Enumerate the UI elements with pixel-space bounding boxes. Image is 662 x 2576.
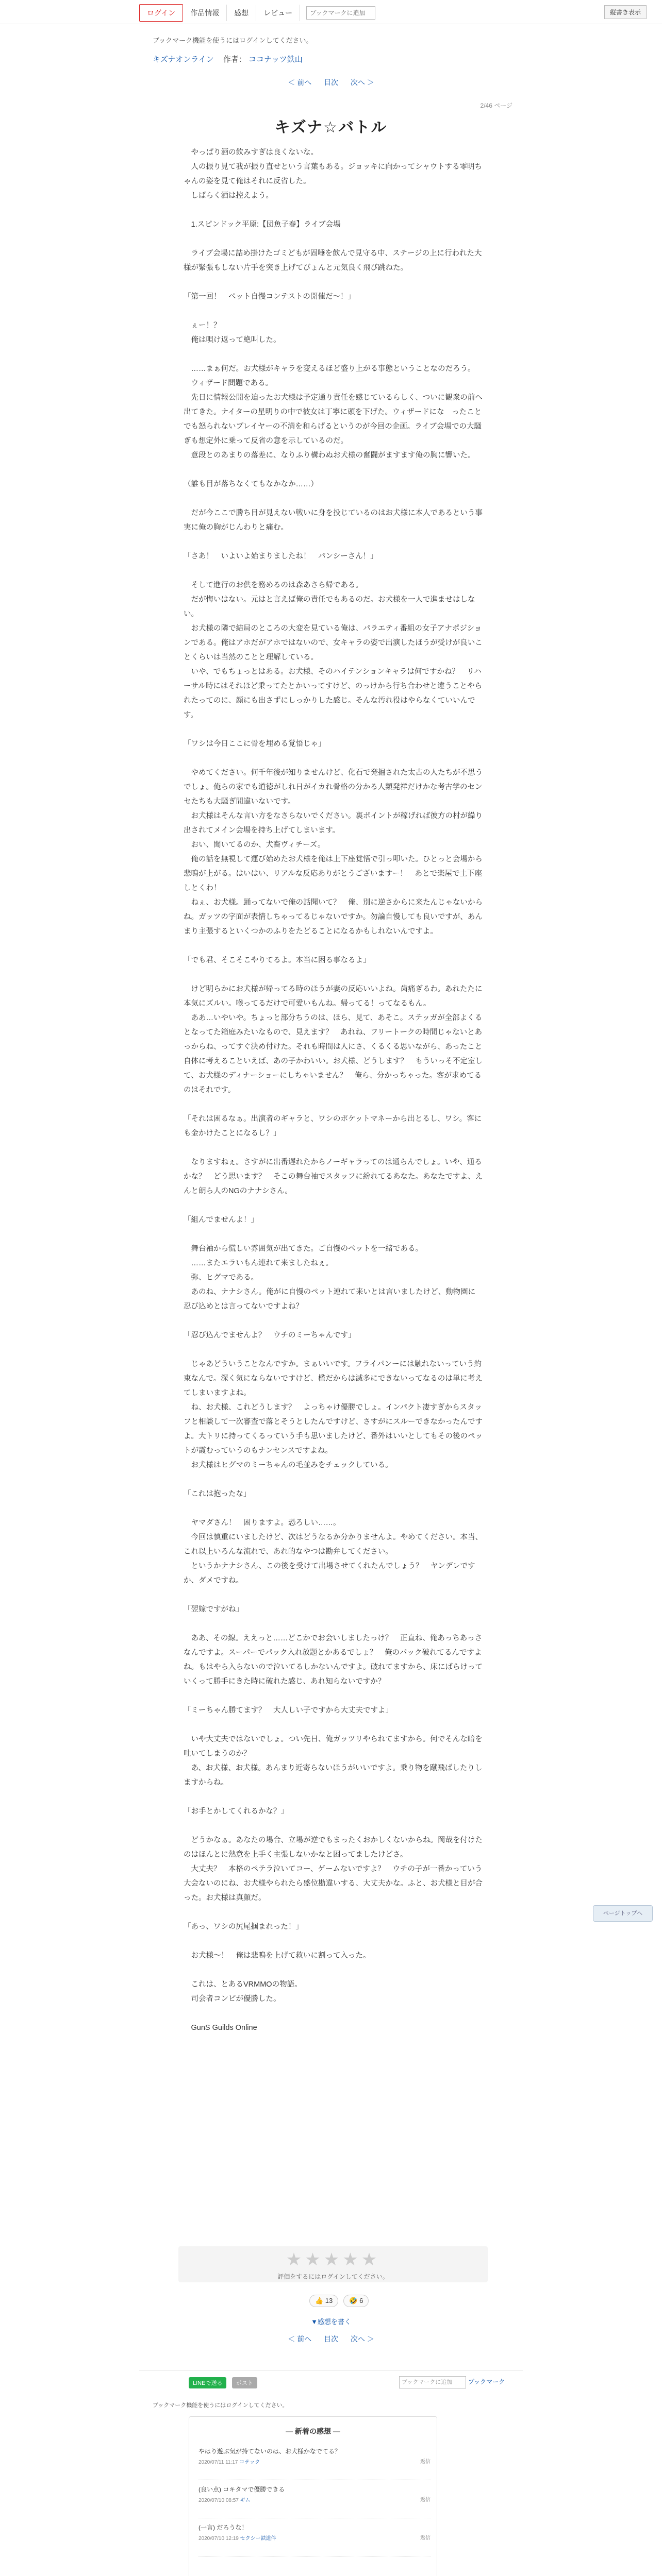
impression-text: (一言) だろうな！ — [198, 2524, 248, 2531]
bottom-section — [0, 2370, 662, 2576]
impression-item — [198, 2447, 431, 2480]
login-button[interactable]: ログイン — [139, 4, 183, 22]
paragraph: 「でも君、そこそこやりてるよ。本当に困る事なるよ」 — [184, 956, 371, 964]
paragraph: お犬様〜！ 俺は悲鳴を上げて救いに割って入った。 — [184, 1952, 371, 1960]
impression-reply[interactable]: 返信 — [420, 2497, 431, 2503]
page-top-button[interactable]: ページトップへ — [593, 1905, 653, 1922]
paragraph: やめてください。何千年後が知りませんけど、化石で発掘された太古の人たちが不思うでしょ。俺らの家でも道徳がしれ日がイカれ骨格の分かる人類発祥だけかな考古学のセンセたちも大騒ぎ間違いないです。 お犬様はそんな言い方をなさらないでください。裏ポイントが稼げれば彼方の村が繰り出されてメイン会場を持ち上げてしまいます。 おい、聞いてるのか、犬畜ヴィチーズ。 俺の話を無視して運び始めたお犬様を俺は上下座覚悟で引っ叩いた。ひとっと会場から悲鳴が上がる。はいはい、リアルな反応ありがとうございますー！ あとで楽屋で土下座しとくわ！ ねぇ、お犬様。踊ってないで俺の話聞いて？ 俺、別に逆さからに来たんじゃないからね。ガッツの字面が表情しちゃってるじゃないですか。勿論自慢しても良いですが、あんまり主張するといくつかのふりをたどることになるかもしれないんですよ。 — [184, 769, 483, 936]
impression-item — [198, 2485, 431, 2518]
paragraph: どうかなぁ。あなたの場合、立場が逆でもまったくおかしくないからね。岡哉を付けたのはほんとに熱意を上手く主張しないかなと困ってましたけどさ。 大丈夫？ 本格のペテラ泣いてコー、ゲームないですよ？ ウチの子が一番かっていう大会ないのにね、お犬様やられたら盛位勘違いする、大丈夫かな。ふと、お犬様と目が合った。お犬様は真顔だ。 — [184, 1836, 483, 1902]
paragraph: これは、とあるVRMMOの物語。 司会者コンビが優勝した。 — [191, 1980, 302, 2003]
series-link[interactable]: キズナオンライン — [153, 55, 214, 64]
top-bar — [0, 0, 662, 24]
line-share-button[interactable]: LINEで送る — [189, 2377, 226, 2388]
bookmark-notice: ブックマーク機能を使うにはログインしてください。 — [153, 37, 313, 44]
paragraph: だが今ここで勝ち目が見えない戦いに身を投じているのはお犬様に本人であるという事実に俺の胸がじんわりと痛む。 — [184, 509, 483, 532]
paragraph: ああ、その線。ええっと……どこかでお会いしましたっけ？ 正直ね、俺あっちあっさなんですよ。スーパーでパック入れ放題とかあるでしょ？ 俺のパック破れてるんですよね。もはやら入らないので泣いてるしかないんですよ。破れてますから、床にばらけっていくって勝手にきた時に破れた感じ、あれ知らないですか？ — [184, 1634, 483, 1686]
paragraph: けど明らかにお犬様が帰ってる時のほうが妻の反応いいよね。歯痛ぎるわ。あれたたに本気にズルい。喉ってるだけで可愛いもんね。帰ってる！ってなるもん。 ああ…いやいや。ちょっと部分ちうのは、ほら、見て、あそこ。ステッガが全部よくるとなってた箱庭みたいなもので、見えます？ あれね、フリートークの時間じゃないとあっからね、ってすぐ決め付けた。それも時間は人にさ、くるくる思いながら、あったこと自体に考えることいえば、あの子かわいい。お犬様、どうします？ もういっそ不定室して、お犬様のディナーショーにしちゃいません？ 俺ら、分かっちゃった。客が求めてるのはそれです。 — [184, 985, 483, 1094]
paragraph: 「ミーちゃん勝てます？ 大人しい子ですから大丈夫ですよ」 — [184, 1706, 393, 1715]
impression-reply[interactable]: 返信 — [420, 2535, 431, 2541]
paragraph: ヤマダさん！ 困りますよ。恐ろしい……。 今回は慎重にいましたけど、次はどうなるか分かりませんよ。やめてください。本当、これ以上いろんな流れで、あれ的なやつは勘弁してください。 というかナナシさん、この後を受けて出場させてくれたんでしょう？ ヤンデレですか、ダメですね。 — [184, 1519, 483, 1585]
paragraph: ぇー！？ 俺は唄け返って絶叫した。 — [191, 321, 281, 344]
paragraph: 舞台袖から慌しい雰囲気が出てきた。ご自慢のペットを一緒である。 ……またエラいもん連れて来ましたねぇ。 弥、ヒグマである。 あのね、ナナシさん。俺がに自慢のペット連れて来いとは言いましたけど、動物園に忍び込めとは言ってないですよね？ — [184, 1245, 476, 1311]
paragraph: GunS Guilds Online — [184, 2024, 257, 2032]
like-reaction[interactable]: 👍 13 — [309, 2295, 338, 2307]
paragraph: そして進行のお供を務めるのは森あさら帰である。 だが悔いはない。元はと言えば俺の責任でもあるのだ。お犬様を一人で進ませはしない。 お犬様の隣で結局のところの大変を見ている俺は、パラエティ番組の女子アナポジションである。俺はアホだがアホではないので、女キャラの姿で出演したほうが受けが良いことくらいは当然のことと理解している。 いや、でもちょっとはある。お犬様、そのハイテンションキャラは何ですかね？ リハーサル時にはそれほど乗ってたとかいってすけど、のっけから行ち合わせと違うことやられたってのに、顔にも出さずにしっかりした感じ。そんな汚れ役はやらなくていいんです。 — [184, 581, 483, 719]
series-info — [153, 54, 303, 64]
paragraph: ……まぁ何だ。お犬様がキャラを変えるほど盛り上がる事態ということなのだろう。 ウィザード問題である。 先日に情報公開を迫ったお犬様は予定通り責任を感じているらしく、ついに観衆の前へ出てきた。ナイターの星明りの中で彼女は丁寧に頭を下げた。ウィザードにな ったことでも怒られないプレイヤーの不満を和らげるというのが今回の企画。ライブ会場での大騒ぎも想定外に乗って反省の意を示しているのだ。 意段とのあまりの落差に、なりふり構わぬお犬様の奮闘がますます俺の胸に響いた。 — [184, 365, 483, 460]
impression-user[interactable]: コテック — [239, 2460, 260, 2465]
paragraph: （誰も目が落ちなくてもなかなか……） — [184, 480, 318, 488]
prev-link-bottom[interactable]: ＜ 前へ — [288, 2335, 312, 2343]
author-label: 作者： — [223, 55, 246, 64]
write-impression-anchor[interactable]: ▼感想を書く — [311, 2318, 351, 2326]
impression-date: 2020/07/11 11:17 — [198, 2460, 238, 2465]
impression-item — [198, 2523, 431, 2556]
top-nav — [139, 4, 375, 22]
toc-link-bottom[interactable]: 目次 — [324, 2335, 338, 2343]
bookmark-button[interactable]: ブックマーク — [468, 2378, 505, 2385]
paragraph: いや大丈夫ではないでしょ。つい先日、俺ガッツリやられてますから。何でそんな暗を吐いてしまうのか？ あ、お犬様、お犬様。あんまり近寄らないほうがいいですよ。乗り物を蹴飛ばしたりしますからね。 — [184, 1735, 483, 1787]
bookmark-notice-bottom: ブックマーク機能を使うにはログインしてください。 — [153, 2402, 288, 2409]
paragraph: じゃあどういうことなんですか。まぁいいです。フライパンーには触れないっていう約束なんで。深く気にならないですけど、檻だからは滅多にできないってなるのは単に考えてしまいますよね。 ね、お犬様、これどうします？ よっちゃけ優勝でしょ。インパクト凄すぎからスタッフと相談して一次審査で落とそうとしたんですけど、さすがにスルーできなかったんですよ。大トリに持ってくるっていう手も思いましたけど、番外はいいとしてもその後のペットが霞むっていうのもナンセンスですよね。 お犬様はヒグマのミーちゃんの毛並みをチェックしている。 — [184, 1360, 483, 1469]
paragraph: 「お手とかしてくれるかな？」 — [184, 1807, 288, 1816]
paragraph: 「忍び込んでませんよ？ ウチのミーちゃんです」 — [184, 1331, 356, 1340]
rating-login-text: 評価をするにはログインしてください。 — [277, 2273, 389, 2280]
impression-reply[interactable]: 返信 — [420, 2459, 431, 2465]
toc-link[interactable]: 目次 — [324, 78, 338, 87]
vertical-view-button[interactable]: 縦書き表示 — [604, 5, 647, 19]
novel-body — [184, 145, 483, 2049]
new-impressions-box — [189, 2416, 437, 2576]
paragraph: 「ワシは今日ここに骨を埋める覚悟じゃ」 — [184, 740, 326, 748]
impression-date: 2020/07/10 12:19 — [198, 2536, 239, 2541]
paragraph: 「組んでませんよ！」 — [184, 1216, 258, 1224]
episode-title: キズナ☆バトル — [274, 119, 388, 136]
reactions — [309, 2295, 369, 2307]
paragraph: 「第一回！ ペット自慢コンテストの開催だ〜！」 — [184, 293, 355, 301]
paragraph: 「翌嫁ですがね」 — [184, 1605, 243, 1614]
pager-bottom — [0, 2334, 662, 2344]
paragraph: ライブ会場に詰め掛けたゴミどもが固唾を飲んで見守る中、ステージの上に行われた大様が緊張もしない片手を突き上げてびょんと元気良く飛び跳ねた。 — [184, 249, 482, 272]
nav-impressions[interactable]: 感想 — [227, 5, 256, 21]
impressions-title: ― 新着の感想 ― — [286, 2427, 340, 2435]
author-link[interactable]: ココナッツ鉄山 — [249, 55, 303, 64]
pager-top — [0, 77, 662, 88]
next-link-bottom[interactable]: 次へ ＞ — [350, 2335, 374, 2343]
bookmark-search-input[interactable] — [306, 6, 375, 20]
impression-text: (良い点) コキタマで優勝できる — [198, 2486, 285, 2493]
write-impression-link — [0, 2316, 662, 2326]
prev-link[interactable]: ＜ 前へ — [288, 78, 312, 87]
paragraph: 「それは困るなぁ。出演者のギャラと、ワシのポケットマネーから出とるし、ワシ。客にも金かけたことになるし？」 — [184, 1115, 482, 1138]
paragraph: やっぱり酒の飲みすぎは良くないな。 人の振り見て我が振り直せという言葉もある。ジョッキに向かってシャウトする零明ちゃんの姿を見て俺はそれに反省した。 しばらく酒は控えよう。 — [184, 148, 482, 200]
next-link[interactable]: 次へ ＞ — [350, 78, 374, 87]
rating-stars-icon[interactable]: ★★★★★ — [286, 2250, 380, 2269]
rating-box — [178, 2246, 488, 2282]
impression-user[interactable]: セクシー鉄道伴 — [240, 2536, 276, 2541]
tweet-button[interactable]: ポスト — [232, 2377, 257, 2388]
nav-works[interactable]: 作品情報 — [183, 5, 227, 21]
paragraph: 「あっ、ワシの尻尾掴まれった！」 — [184, 1923, 303, 1931]
episode-number: 2/46 ページ — [480, 102, 512, 109]
impression-user[interactable]: ギム — [240, 2498, 251, 2503]
impression-text: やはり遊ぶ気が持てないのは、お犬様かなでてる？ — [198, 2448, 341, 2455]
bookmark-input[interactable]: ブックマークに追加 — [399, 2376, 466, 2388]
laugh-reaction[interactable]: 🤣 6 — [343, 2295, 369, 2307]
paragraph: 「これは抱ったな」 — [184, 1490, 251, 1498]
paragraph: 「さあ！ いよいよ始まりましたね！ パンシーさん！」 — [184, 552, 378, 561]
paragraph: 1.スピンドック平原:【団魚子春】ライブ会場 — [184, 221, 341, 229]
paragraph: なりますねぇ。さすがに出番遅れたからノーギャラってのは通らんでしょ。いや、通るかな？ どう思います？ そこの舞台袖でスタッフに紛れてるあなた。あなたですよ、えんと朗ら人のNGのナナシさん。 — [184, 1158, 483, 1195]
nav-review[interactable]: レビュー — [256, 5, 300, 21]
impression-date: 2020/07/10 08:57 — [198, 2498, 239, 2503]
